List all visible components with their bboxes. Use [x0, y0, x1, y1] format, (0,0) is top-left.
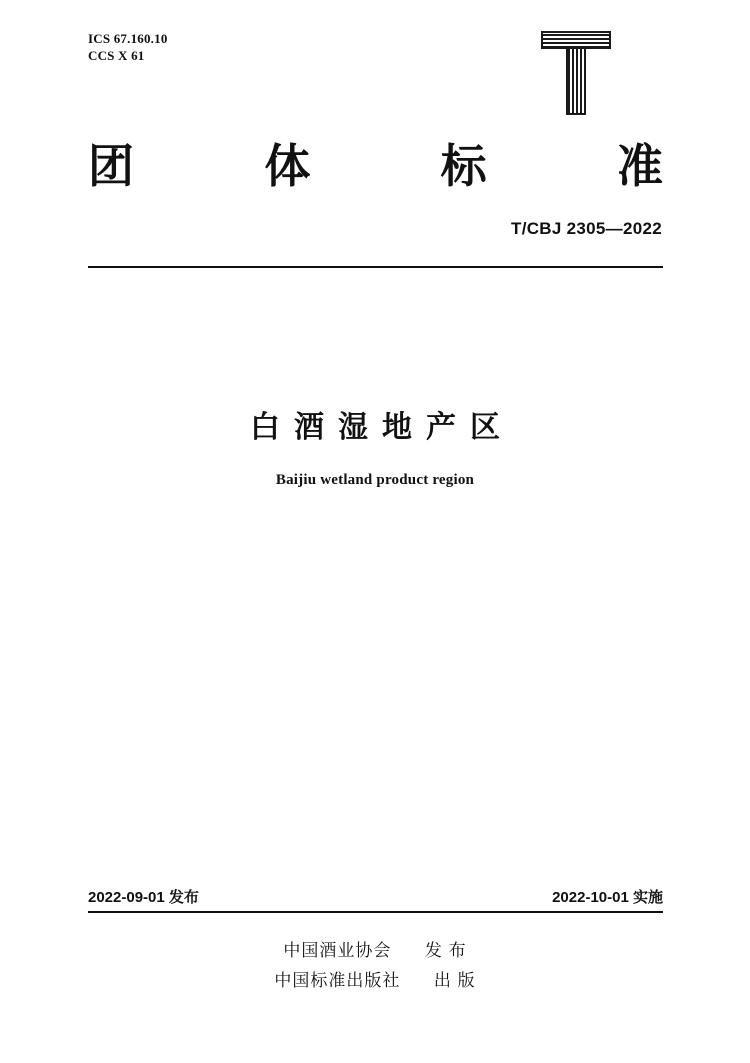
date-row — [88, 886, 663, 907]
standard-t-logo — [540, 26, 612, 118]
title-char-3: 标 — [440, 140, 487, 192]
title-char-2: 体 — [264, 140, 311, 192]
publisher-organization: 中国酒业协会 — [283, 941, 392, 960]
ics-code: ICS 67.160.10 — [88, 31, 168, 46]
effective-date: 2022-10-01 实施 — [552, 889, 663, 906]
title-char-4: 准 — [616, 140, 663, 192]
standard-number: T/CBJ 2305—2022 — [511, 219, 662, 238]
issue-date: 2022-09-01 发布 — [88, 889, 199, 906]
title-char-1: 团 — [88, 140, 134, 192]
header-divider — [88, 266, 663, 268]
page-title — [88, 138, 663, 194]
publisher-press: 中国标准出版社 — [274, 971, 401, 990]
publisher-organization-action: 发 布 — [424, 941, 467, 960]
footer-divider — [88, 911, 663, 913]
publisher-press-row — [0, 966, 750, 991]
publisher-organization-row — [0, 936, 750, 961]
document-title-en: Baijiu wetland product region — [275, 472, 475, 488]
publisher-press-action: 出 版 — [433, 971, 476, 990]
document-title-cn: 白酒湿地产区 — [250, 411, 514, 444]
ccs-code: CCS X 61 — [88, 48, 145, 63]
classification-codes — [88, 30, 168, 64]
